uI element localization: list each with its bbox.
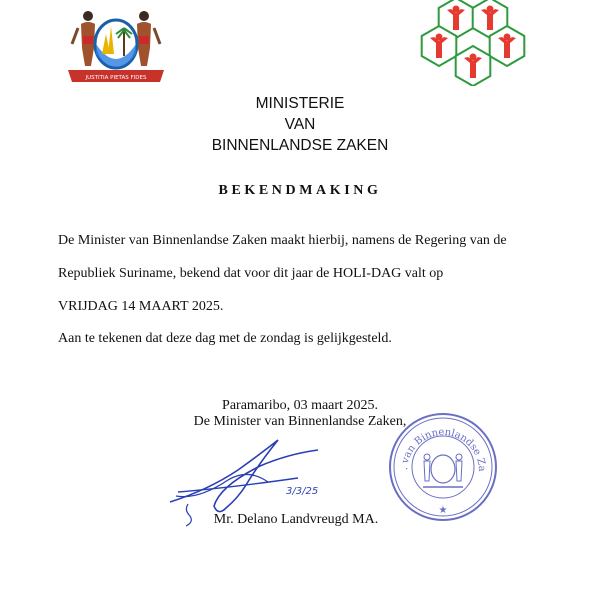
- motto-text: JUSTITIA PIETAS FIDES: [85, 75, 147, 81]
- notice-title: BEKENDMAKING: [218, 183, 382, 198]
- coat-of-arms-icon: [64, 4, 168, 86]
- notice-paragraph-1: De Minister van Binnenlandse Zaken maakt hierbij, namens de Regering van de: [58, 233, 507, 248]
- notice-paragraph-2: Republiek Suriname, bekend dat voor dit jaar de HOLI-DAG valt op: [58, 266, 444, 281]
- signatory-name: Mr. Delano Landvreugd MA.: [213, 512, 379, 527]
- stamp-text: . van Binnenlandse Za: [398, 426, 488, 472]
- signatory-role: De Minister van Binnenlandse Zaken,: [193, 414, 407, 429]
- place-date: Paramaribo, 03 maart 2025.: [222, 398, 378, 413]
- ministry-line-1: MINISTERIE: [255, 95, 345, 112]
- svg-text:Min. van Binnenlandse Zaken: [387, 411, 487, 472]
- handwritten-date: 3/3/25: [286, 486, 319, 497]
- ministry-header: [0, 93, 600, 156]
- notice-paragraph-3: VRIJDAG 14 MAART 2025.: [58, 299, 224, 314]
- svg-text:★: ★: [438, 505, 448, 516]
- ministry-hexagon-logo-icon: [418, 0, 528, 86]
- ministry-line-3: BINNENLANDSE ZAKEN: [211, 137, 389, 154]
- ministry-line-2: VAN: [284, 116, 316, 133]
- notice-paragraph-4: Aan te tekenen dat deze dag met de zondag is gelijkgesteld.: [58, 331, 392, 346]
- official-stamp-icon: [387, 411, 499, 523]
